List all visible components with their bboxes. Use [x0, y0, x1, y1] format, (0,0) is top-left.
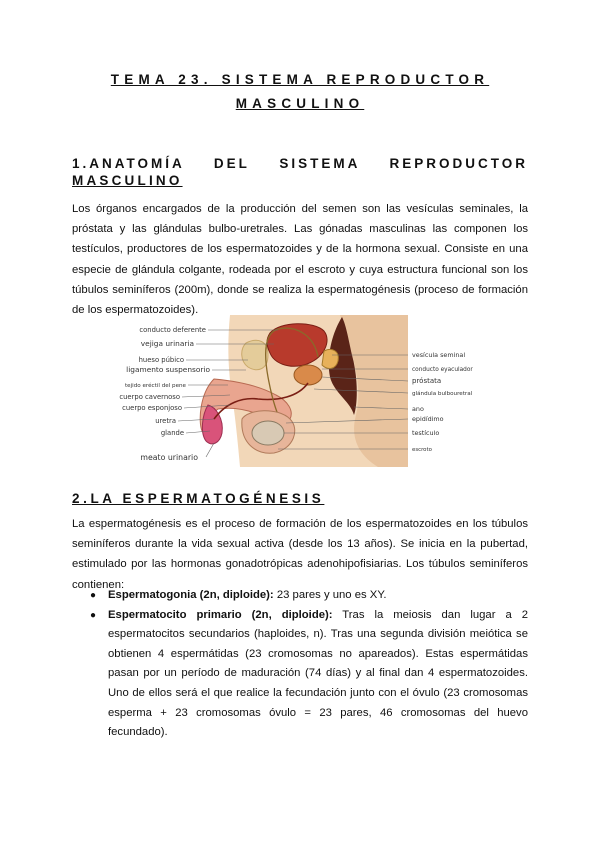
figure-label-right: testículo: [412, 429, 440, 437]
bullet-term: Espermatocito primario (2n, diploide):: [108, 608, 333, 621]
section2-paragraph: La espermatogénesis es el proceso de formación de los espermatozoides en los túbulos seminíferos durante la vida sexual activa (desde los 13 años). Se inicia en la pubertad, estimulado por las hormonas gonadotrópicas adenohipofisiarias. Los túbulos seminíferos contienen:: [72, 518, 528, 591]
figure-label-left: tejido eréctil del pene: [124, 383, 186, 389]
pubic-bone: [242, 340, 268, 369]
figure-label-left: glande: [160, 429, 184, 437]
figure-label-right: próstata: [412, 377, 442, 385]
bullet-text: Tras la meiosis dan lugar a 2 espermatocitos secundarios (haploides, n). Tras una segunda división meiótica se obtienen 4 espermátidas (23 cromosomas no apareados). Estas espermátidas pasan por un período de maduración (74 días) y al final dan 4 espermatozoides. Uno de ellos será el que realice la fecundación junto con el óvulo (23 cromosomas esperma + 23 cromosomas óvulo = 23 pares, 46 cromosomas del huevo fecundado).: [108, 608, 528, 739]
section2-heading: 2.LA ESPERMATOGÉNESIS: [72, 491, 325, 506]
figure-label-right: glándula bulbouretral: [412, 391, 473, 397]
section1-paragraph: Los órganos encargados de la producción del semen son las vesículas seminales, la próstata y las glándulas bulbo-uretrales. Las gónadas masculinas las componen los testículos, productores de los espermatozoides y de la hormona sexual. Consiste en una especie de glándula colgante, rodeada por el escroto y cuya estructura funcional son los túbulos seminíferos (200m), donde se realiza la espermatogénesis (proceso de formación de los espermatozoides).: [72, 203, 528, 317]
bullet-list: [72, 586, 528, 743]
figure-label-right: escroto: [412, 447, 432, 453]
figure-label-left: meato urinario: [140, 453, 198, 462]
figure-label-left: vejiga urinaria: [140, 339, 194, 348]
bullet-term: Espermatogonia (2n, diploide):: [108, 589, 274, 601]
document-title-line1: TEMA 23. SISTEMA REPRODUCTOR: [110, 72, 490, 87]
glans: [202, 405, 222, 444]
figure-label-right: ano: [412, 405, 424, 413]
prostate: [294, 365, 322, 385]
bullet-icon: ●: [90, 590, 97, 601]
figure-label-left: conducto deferente: [139, 326, 206, 334]
bullet-icon: ●: [90, 609, 97, 621]
figure-label-left: uretra: [155, 417, 176, 425]
figure-label-right: epidídimo: [412, 415, 444, 423]
list-item: [72, 606, 528, 743]
document-title-line2: MASCULINO: [235, 96, 365, 111]
anatomy-figure: [118, 315, 480, 467]
section1-heading-line2: MASCULINO: [72, 173, 183, 188]
figure-label-right: conducto eyaculador: [412, 367, 473, 373]
figure-label-left: cuerpo esponjoso: [122, 404, 182, 412]
section1-heading: [72, 156, 528, 188]
figure-label-left: hueso púbico: [138, 356, 184, 364]
testis: [252, 421, 284, 445]
section1-heading-line1: 1.ANATOMÍA DEL SISTEMA REPRODUCTOR: [72, 156, 528, 171]
figure-label-left: cuerpo cavernoso: [119, 393, 180, 401]
bullet-text: 23 pares y uno es XY.: [273, 589, 387, 601]
figure-label-right: vesícula seminal: [412, 351, 466, 359]
seminal-vesicle: [322, 349, 338, 368]
figure-label-left: ligamento suspensorio: [126, 365, 210, 374]
list-item: [72, 586, 528, 606]
